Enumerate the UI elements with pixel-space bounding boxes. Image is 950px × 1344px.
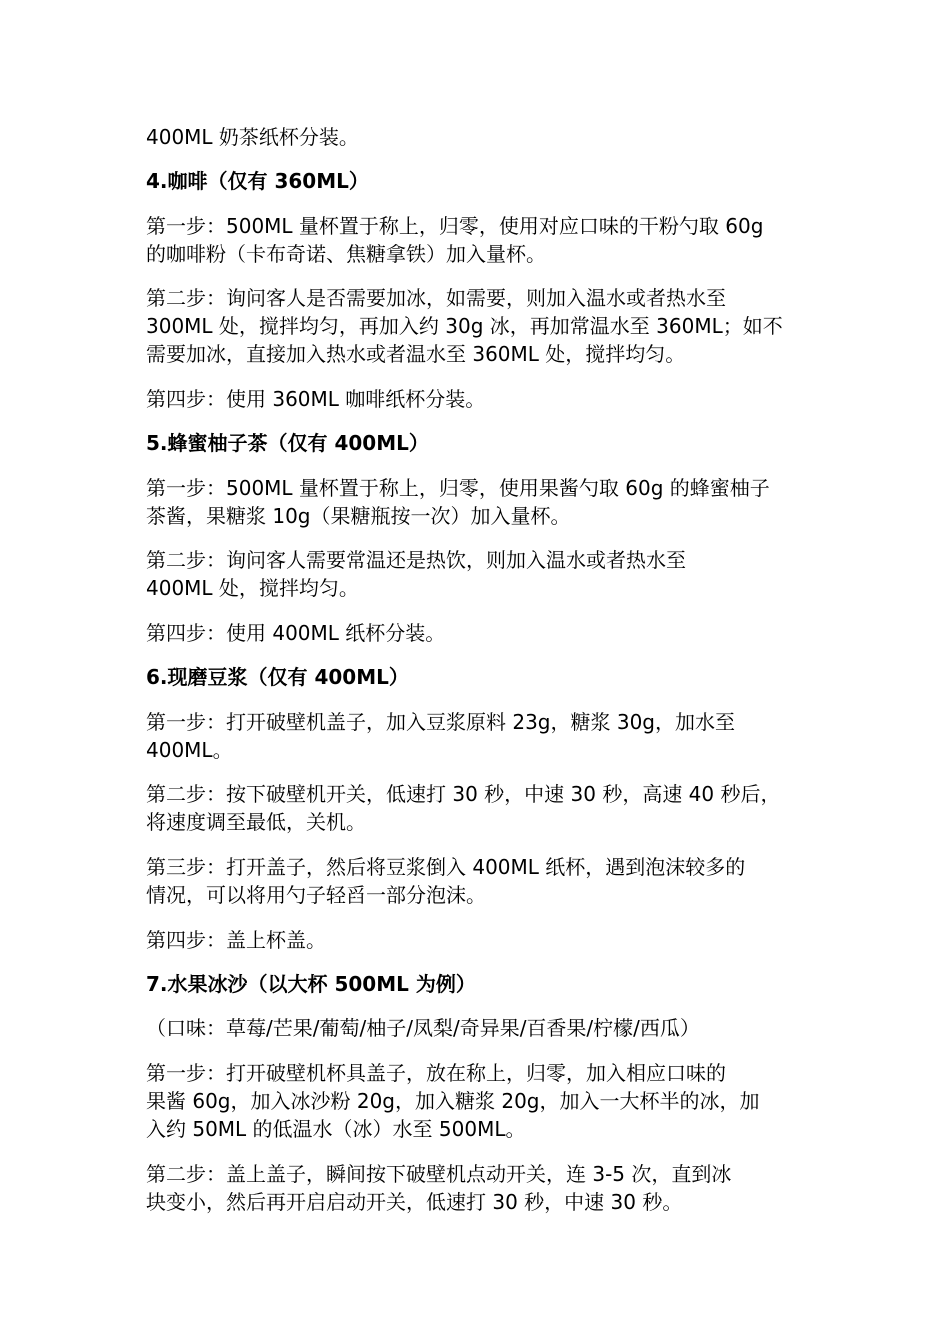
text-line: 第二步：盖上盖子，瞬间按下破壁机点动开关，连 3-5 次，直到冰 xyxy=(146,1162,732,1186)
text-line: 400ML 奶茶纸杯分装。 xyxy=(146,125,359,149)
text-line: 情况，可以将用勺子轻舀一部分泡沫。 xyxy=(146,883,486,907)
paragraph-soy-step-4 xyxy=(146,926,826,954)
text-line: 第一步：500ML 量杯置于称上，归零，使用对应口味的干粉勺取 60g xyxy=(146,214,764,238)
paragraph-coffee-step-2 xyxy=(146,284,826,368)
paragraph-soy-step-2 xyxy=(146,780,826,836)
paragraph-soy-step-3 xyxy=(146,853,826,909)
text-line: 第一步：打开破壁机杯具盖子，放在称上，归零，加入相应口味的 xyxy=(146,1061,726,1085)
text-line: 块变小，然后再开启启动开关，低速打 30 秒，中速 30 秒。 xyxy=(146,1190,683,1214)
paragraph-smoothie-step-1 xyxy=(146,1059,826,1143)
paragraph-smoothie-step-2 xyxy=(146,1160,826,1216)
text-line: 400ML。 xyxy=(146,738,233,762)
text-line: 第一步：500ML 量杯置于称上，归零，使用果酱勺取 60g 的蜂蜜柚子 xyxy=(146,476,770,500)
paragraph-citron-step-2 xyxy=(146,546,826,602)
text-line: 400ML 处，搅拌均匀。 xyxy=(146,576,359,600)
paragraph-coffee-step-4 xyxy=(146,385,826,413)
paragraph-citron-step-4 xyxy=(146,619,826,647)
text-line: 第四步：使用 360ML 咖啡纸杯分装。 xyxy=(146,387,486,411)
text-line: 5.蜂蜜柚子茶（仅有 400ML） xyxy=(146,431,429,455)
text-line: 的咖啡粉（卡布奇诺、焦糖拿铁）加入量杯。 xyxy=(146,242,546,266)
paragraph-smoothie-flavors xyxy=(146,1014,826,1042)
text-line: 7.水果冰沙（以大杯 500ML 为例） xyxy=(146,972,476,996)
text-line: 果酱 60g，加入冰沙粉 20g，加入糖浆 20g，加入一大杯半的冰，加 xyxy=(146,1089,760,1113)
heading-soy-milk xyxy=(146,663,826,691)
paragraph-coffee-step-1 xyxy=(146,212,826,268)
text-line: 入约 50ML 的低温水（冰）水至 500ML。 xyxy=(146,1117,526,1141)
heading-honey-citron-tea xyxy=(146,429,826,457)
text-line: 需要加冰，直接加入热水或者温水至 360ML 处，搅拌均匀。 xyxy=(146,342,686,366)
text-line: 第四步：盖上杯盖。 xyxy=(146,928,326,952)
paragraph-milk-tea-packing xyxy=(146,123,826,151)
text-line: 茶酱，果糖浆 10g（果糖瓶按一次）加入量杯。 xyxy=(146,504,571,528)
heading-fruit-smoothie xyxy=(146,970,826,998)
text-line: 300ML 处，搅拌均匀，再加入约 30g 冰，再加常温水至 360ML；如不 xyxy=(146,314,783,338)
text-line: 第二步：按下破壁机开关，低速打 30 秒，中速 30 秒，高速 40 秒后， xyxy=(146,782,781,806)
text-line: 将速度调至最低，关机。 xyxy=(146,810,366,834)
text-line: （口味：草莓/芒果/葡萄/柚子/凤梨/奇异果/百香果/柠檬/西瓜） xyxy=(146,1016,700,1040)
text-line: 第一步：打开破壁机盖子，加入豆浆原料 23g，糖浆 30g，加水至 xyxy=(146,710,736,734)
paragraph-soy-step-1 xyxy=(146,708,826,764)
paragraph-citron-step-1 xyxy=(146,474,826,530)
text-line: 4.咖啡（仅有 360ML） xyxy=(146,169,369,193)
text-line: 第二步：询问客人是否需要加冰，如需要，则加入温水或者热水至 xyxy=(146,286,726,310)
text-line: 第四步：使用 400ML 纸杯分装。 xyxy=(146,621,446,645)
text-line: 第三步：打开盖子，然后将豆浆倒入 400ML 纸杯，遇到泡沫较多的 xyxy=(146,855,746,879)
text-line: 6.现磨豆浆（仅有 400ML） xyxy=(146,665,409,689)
text-line: 第二步：询问客人需要常温还是热饮，则加入温水或者热水至 xyxy=(146,548,686,572)
heading-coffee xyxy=(146,167,826,195)
